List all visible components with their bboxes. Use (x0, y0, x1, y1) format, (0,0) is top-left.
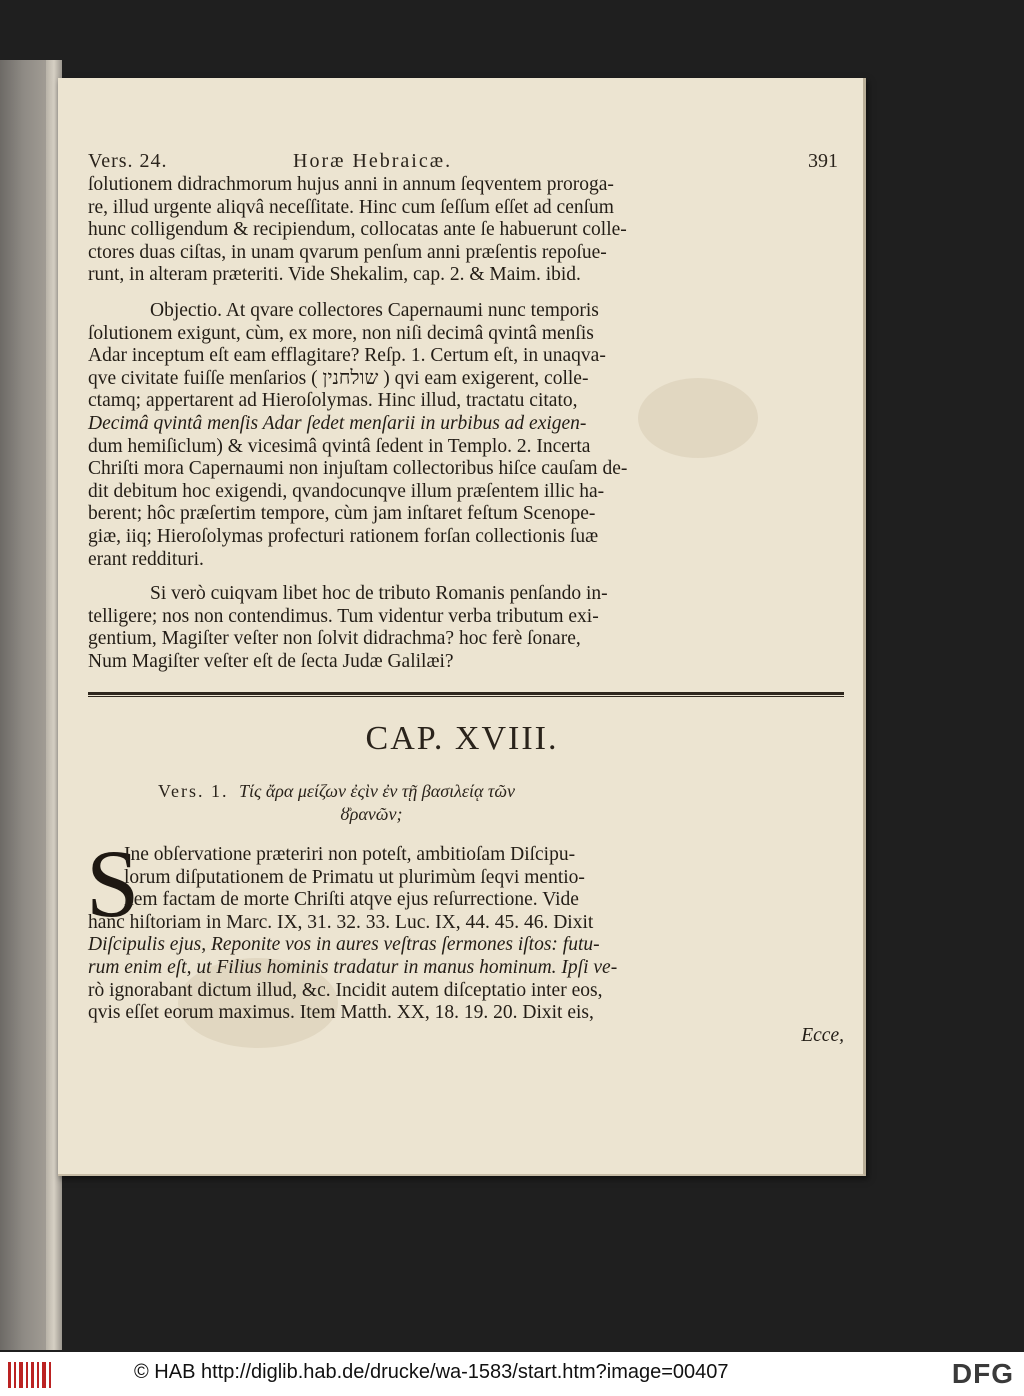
header-book-title: Horæ Hebraicæ. (293, 150, 453, 172)
dfg-logo: DFG (951, 1358, 1014, 1389)
text-line: hunc colligendum & recipiendum, collocatas ante ſe habuerunt colle- (88, 219, 627, 241)
text-line: dum hemiſiclum) & vicesimâ qvintâ ſedent in Templo. 2. Incerta (88, 435, 591, 457)
text-line: berent; hôc præſertim tempore, cùm jam inſtaret feſtum Scenope- (88, 503, 596, 525)
text-line: runt, in alteram præteriti. Vide Shekalim, cap. 2. & Maim. ibid. (88, 264, 581, 286)
book-page (58, 78, 866, 1176)
verse-greek-continuation: ȣ͗ρανῶν; (340, 804, 403, 824)
footer-bar (0, 1352, 1024, 1396)
verse-greek-text: Τίς ἄρα μείζων ἐςὶν ἐν τῇ βασιλείᾳ τῶν (239, 781, 516, 801)
text-line: Num Magiſter veſter eſt de ſecta Judæ Galilæi? (88, 650, 454, 672)
text-line: Adar inceptum eſt eam efflagitare? Reſp. 1. Certum eſt, in unaqva- (88, 345, 606, 367)
header-verse-reference: Vers. 24. (88, 150, 168, 172)
text-line: hanc hiſtoriam in Marc. IX, 31. 32. 33. Luc. IX, 44. 45. 46. Dixit (88, 911, 594, 933)
section-divider-rule (88, 692, 844, 697)
text-line: erant reddituri. (88, 548, 204, 570)
paragraph-si-vero (88, 583, 848, 673)
text-line: ctores duas ciſtas, in unam qvarum penſum anni præſentis repoſue- (88, 241, 607, 263)
text-line: Si verò cuiqvam libet hoc de tributo Romanis penſando in- (150, 583, 608, 604)
text-line: rò ignorabant dictum illud, &c. Incidit autem diſceptatio inter eos, (88, 979, 603, 1001)
catchword: Ecce, (801, 1024, 844, 1046)
text-line: ctamq; appertarent ad Hieroſolymas. Hinc illud, tractatu citato, (88, 390, 578, 412)
drop-cap-letter: S (86, 830, 140, 937)
paragraph-solutionem (88, 174, 848, 287)
text-line: lorum diſputationem de Primatu ut plurimùm ſeqvi mentio- (124, 866, 585, 888)
text-line: ſolutionem exigunt, cùm, ex more, non niſi decimâ qvintâ menſis (88, 322, 594, 344)
text-line: rum enim eſt, ut Filius hominis tradatur in manus hominum. Ipſi ve- (88, 956, 618, 978)
text-line: Ine obſervatione præteriri non poteſt, ambitioſam Diſcipu- (124, 844, 576, 865)
text-line: telligere; nos non contendimus. Tum videntur verba tributum exi- (88, 605, 599, 627)
text-line: Chriſti mora Capernaumi non injuſtam collectoribus hiſce cauſam de- (88, 458, 628, 480)
text-line: re, illud urgente aliqvâ neceſſitate. Hinc cum ſeſſum eſſet ad cenſum (88, 196, 614, 218)
paragraph-objectio (88, 300, 848, 571)
barcode-icon (8, 1362, 52, 1388)
text-line: Objectio. At qvare collectores Capernaumi nunc temporis (150, 300, 599, 321)
text-line: ſolutionem didrachmorum hujus anni in annum ſeqventem proroga- (88, 174, 614, 195)
text-line: qve civitate fuiſſe menſarios ( שולחנין ) qvi eam exigerent, colle- (88, 367, 589, 389)
verse-label: Vers. 1. (158, 781, 229, 801)
text-line: qvis eſſet eorum maximus. Item Matth. XX, 18. 19. 20. Dixit eis, (88, 1002, 594, 1024)
verse-heading (158, 780, 758, 802)
text-line: gentium, Magiſter veſter non ſolvit didrachma? hoc ferè ſonare, (88, 628, 581, 650)
text-line: Diſcipulis ejus, Reponite vos in aures veſtras ſermones iſtos: futu- (88, 934, 600, 956)
page-number: 391 (808, 150, 838, 172)
text-line: giæ, iiq; Hieroſolymas profecturi rationem forſan collectionis ſuæ (88, 525, 599, 547)
text-line: nem factam de morte Chriſti atqve ejus reſurrectione. Vide (124, 889, 579, 911)
chapter-title: CAP. XVIII. (365, 720, 559, 757)
text-line: Decimâ qvintâ menſis Adar ſedet menſarii in urbibus ad exigen- (88, 412, 587, 434)
paragraph-sine-observatione (88, 844, 848, 1047)
text-line: dit debitum hoc exigendi, qvandocunqve illum præſentem illic ha- (88, 480, 605, 502)
copyright-link[interactable]: © HAB http://diglib.hab.de/drucke/wa-1583/start.htm?image=00407 (134, 1361, 729, 1383)
